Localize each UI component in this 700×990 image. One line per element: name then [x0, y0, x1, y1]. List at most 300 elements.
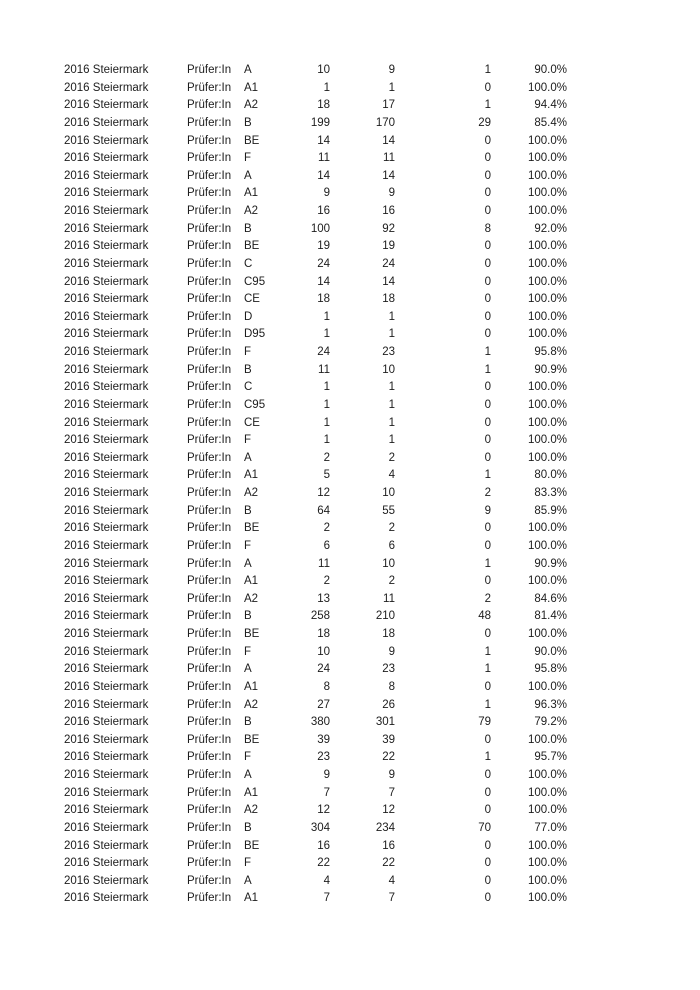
cell-passed-count: 17: [382, 99, 395, 112]
cell-examiner: Prüfer:In: [187, 575, 232, 588]
cell-examined-count: 7: [323, 786, 330, 799]
cell-examiner: Prüfer:In: [187, 222, 232, 235]
cell-pass-rate: 100.0%: [527, 451, 567, 464]
cell-category: B: [244, 716, 252, 729]
cell-examiner: Prüfer:In: [187, 187, 232, 200]
cell-category: A1: [244, 680, 259, 693]
cell-passed-count: 2: [388, 451, 395, 464]
cell-failed-count: 70: [478, 821, 491, 834]
cell-category: F: [244, 152, 252, 165]
cell-category: BE: [244, 839, 260, 852]
cell-examined-count: 1: [323, 398, 330, 411]
cell-failed-count: 0: [484, 839, 491, 852]
cell-year-region: 2016 Steiermark: [64, 346, 149, 358]
cell-examined-count: 14: [317, 275, 330, 288]
table-row: [64, 591, 567, 609]
cell-year-region: 2016 Steiermark: [64, 628, 149, 640]
cell-examined-count: 10: [317, 64, 330, 76]
table-row: [64, 485, 567, 503]
cell-failed-count: 0: [484, 152, 491, 165]
cell-failed-count: 0: [484, 134, 491, 147]
cell-examiner: Prüfer:In: [187, 592, 232, 605]
cell-category: C95: [244, 398, 266, 411]
cell-failed-count: 0: [484, 257, 491, 270]
cell-pass-rate: 100.0%: [527, 169, 567, 182]
table-row: [64, 221, 567, 239]
cell-examined-count: 24: [317, 257, 330, 270]
cell-passed-count: 22: [382, 857, 395, 870]
cell-examined-count: 18: [317, 293, 330, 306]
cell-examined-count: 11: [318, 557, 330, 570]
cell-examiner: Prüfer:In: [187, 504, 232, 517]
cell-pass-rate: 85.9%: [534, 504, 567, 517]
cell-failed-count: 0: [484, 539, 491, 552]
cell-failed-count: 0: [484, 205, 491, 217]
table-row: [64, 379, 567, 397]
cell-examined-count: 24: [317, 346, 330, 358]
cell-failed-count: 1: [484, 557, 491, 570]
table-row: [64, 415, 567, 433]
cell-year-region: 2016 Steiermark: [64, 645, 149, 658]
cell-passed-count: 22: [382, 751, 395, 764]
cell-year-region: 2016 Steiermark: [64, 257, 149, 270]
cell-examined-count: 11: [318, 363, 330, 376]
cell-category: A: [244, 663, 252, 676]
table-row: [64, 608, 567, 626]
cell-pass-rate: 100.0%: [527, 804, 567, 817]
cell-failed-count: 1: [484, 751, 491, 764]
cell-pass-rate: 84.6%: [534, 592, 567, 605]
cell-pass-rate: 95.8%: [534, 346, 567, 358]
cell-category: A1: [244, 187, 259, 200]
cell-passed-count: 16: [382, 205, 395, 217]
cell-year-region: 2016 Steiermark: [64, 169, 149, 182]
cell-year-region: 2016 Steiermark: [64, 769, 149, 781]
cell-passed-count: 210: [375, 610, 395, 623]
cell-examiner: Prüfer:In: [187, 786, 232, 799]
table-row: [64, 838, 567, 856]
cell-category: F: [244, 857, 252, 870]
cell-examiner: Prüfer:In: [187, 522, 232, 535]
cell-passed-count: 92: [382, 222, 395, 235]
cell-year-region: 2016 Steiermark: [64, 205, 149, 217]
cell-pass-rate: 100.0%: [527, 786, 567, 799]
cell-category: A2: [244, 487, 259, 499]
cell-category: BE: [244, 134, 260, 147]
cell-examined-count: 13: [317, 592, 330, 605]
cell-category: BE: [244, 240, 260, 253]
cell-failed-count: 0: [484, 892, 491, 905]
cell-pass-rate: 100.0%: [527, 205, 567, 217]
cell-failed-count: 0: [484, 310, 491, 323]
cell-year-region: 2016 Steiermark: [64, 398, 149, 411]
cell-category: A1: [244, 469, 259, 482]
cell-category: A: [244, 557, 252, 570]
cell-failed-count: 1: [484, 99, 491, 112]
cell-category: A1: [244, 81, 259, 94]
cell-year-region: 2016 Steiermark: [64, 575, 149, 588]
cell-year-region: 2016 Steiermark: [64, 716, 149, 729]
cell-year-region: 2016 Steiermark: [64, 222, 149, 235]
cell-category: B: [244, 222, 252, 235]
cell-pass-rate: 100.0%: [527, 416, 567, 429]
cell-year-region: 2016 Steiermark: [64, 99, 149, 112]
cell-year-region: 2016 Steiermark: [64, 751, 149, 764]
cell-year-region: 2016 Steiermark: [64, 821, 149, 834]
cell-pass-rate: 100.0%: [527, 539, 567, 552]
cell-year-region: 2016 Steiermark: [64, 663, 149, 676]
table-row: [64, 749, 567, 767]
cell-year-region: 2016 Steiermark: [64, 363, 149, 376]
cell-failed-count: 1: [484, 663, 491, 676]
cell-failed-count: 0: [484, 81, 491, 94]
cell-pass-rate: 80.0%: [534, 469, 567, 482]
cell-examined-count: 18: [317, 628, 330, 640]
cell-passed-count: 1: [388, 434, 395, 447]
cell-examiner: Prüfer:In: [187, 469, 232, 482]
cell-year-region: 2016 Steiermark: [64, 451, 149, 464]
cell-passed-count: 7: [388, 786, 395, 799]
cell-examined-count: 1: [323, 81, 330, 94]
cell-failed-count: 1: [484, 346, 491, 358]
cell-passed-count: 2: [388, 522, 395, 535]
cell-category: A2: [244, 698, 259, 711]
cell-examiner: Prüfer:In: [187, 487, 232, 499]
cell-pass-rate: 90.9%: [534, 363, 567, 376]
cell-pass-rate: 100.0%: [527, 328, 567, 341]
cell-failed-count: 0: [484, 786, 491, 799]
cell-year-region: 2016 Steiermark: [64, 469, 149, 482]
cell-examiner: Prüfer:In: [187, 363, 232, 376]
cell-examiner: Prüfer:In: [187, 698, 232, 711]
cell-passed-count: 16: [382, 839, 395, 852]
cell-pass-rate: 79.2%: [534, 716, 567, 729]
exam-results-table: [64, 62, 567, 908]
table-row: [64, 256, 567, 274]
cell-category: C: [244, 257, 253, 270]
cell-failed-count: 1: [484, 363, 491, 376]
cell-examined-count: 100: [310, 222, 330, 235]
table-row: [64, 697, 567, 715]
cell-failed-count: 1: [484, 64, 491, 76]
cell-category: A: [244, 169, 252, 182]
cell-pass-rate: 100.0%: [527, 839, 567, 852]
cell-category: B: [244, 116, 252, 129]
cell-passed-count: 9: [388, 187, 395, 200]
cell-failed-count: 0: [484, 398, 491, 411]
cell-failed-count: 0: [484, 187, 491, 200]
table-row: [64, 274, 567, 292]
cell-examiner: Prüfer:In: [187, 275, 232, 288]
cell-failed-count: 0: [484, 522, 491, 535]
cell-failed-count: 0: [484, 434, 491, 447]
cell-pass-rate: 100.0%: [527, 769, 567, 781]
cell-category: BE: [244, 628, 260, 640]
cell-year-region: 2016 Steiermark: [64, 698, 149, 711]
cell-pass-rate: 92.0%: [534, 222, 567, 235]
table-row: [64, 115, 567, 133]
cell-category: F: [244, 539, 252, 552]
cell-pass-rate: 100.0%: [527, 293, 567, 306]
cell-category: A2: [244, 804, 259, 817]
cell-category: BE: [244, 733, 260, 746]
cell-passed-count: 170: [375, 116, 395, 129]
cell-year-region: 2016 Steiermark: [64, 804, 149, 817]
cell-examiner: Prüfer:In: [187, 257, 232, 270]
cell-passed-count: 2: [388, 575, 395, 588]
cell-pass-rate: 81.4%: [534, 610, 567, 623]
cell-failed-count: 1: [484, 645, 491, 658]
cell-examined-count: 304: [310, 821, 330, 834]
table-row: [64, 80, 567, 98]
cell-category: F: [244, 645, 252, 658]
cell-year-region: 2016 Steiermark: [64, 240, 149, 253]
cell-category: B: [244, 821, 252, 834]
cell-examiner: Prüfer:In: [187, 874, 232, 887]
cell-passed-count: 14: [382, 275, 395, 288]
table-row: [64, 538, 567, 556]
cell-pass-rate: 83.3%: [534, 487, 567, 499]
cell-examined-count: 10: [317, 645, 330, 658]
cell-passed-count: 23: [382, 346, 395, 358]
cell-failed-count: 0: [484, 769, 491, 781]
table-row: [64, 467, 567, 485]
table-row: [64, 626, 567, 644]
cell-year-region: 2016 Steiermark: [64, 116, 149, 129]
cell-failed-count: 0: [484, 328, 491, 341]
cell-examiner: Prüfer:In: [187, 398, 232, 411]
cell-year-region: 2016 Steiermark: [64, 310, 149, 323]
table-row: [64, 661, 567, 679]
cell-pass-rate: 100.0%: [527, 522, 567, 535]
cell-category: A2: [244, 205, 259, 217]
cell-category: A: [244, 769, 252, 781]
table-row: [64, 309, 567, 327]
cell-examiner: Prüfer:In: [187, 328, 232, 341]
cell-examined-count: 258: [310, 610, 330, 623]
cell-failed-count: 48: [478, 610, 491, 623]
cell-passed-count: 4: [388, 469, 395, 482]
cell-category: CE: [244, 416, 260, 429]
cell-failed-count: 2: [484, 592, 491, 605]
table-row: [64, 873, 567, 891]
cell-pass-rate: 90.9%: [534, 557, 567, 570]
cell-examined-count: 12: [317, 804, 330, 817]
cell-year-region: 2016 Steiermark: [64, 610, 149, 623]
cell-examined-count: 11: [318, 152, 330, 165]
table-row: [64, 855, 567, 873]
cell-year-region: 2016 Steiermark: [64, 293, 149, 306]
cell-pass-rate: 100.0%: [527, 874, 567, 887]
cell-passed-count: 9: [388, 645, 395, 658]
cell-failed-count: 29: [478, 116, 491, 129]
cell-year-region: 2016 Steiermark: [64, 152, 149, 165]
cell-pass-rate: 100.0%: [527, 134, 567, 147]
cell-examiner: Prüfer:In: [187, 116, 232, 129]
table-row: [64, 556, 567, 574]
cell-examined-count: 16: [317, 839, 330, 852]
cell-pass-rate: 100.0%: [527, 187, 567, 200]
cell-failed-count: 0: [484, 874, 491, 887]
cell-category: A1: [244, 786, 259, 799]
cell-examiner: Prüfer:In: [187, 892, 232, 905]
cell-examined-count: 4: [323, 874, 330, 887]
cell-passed-count: 26: [382, 698, 395, 711]
cell-failed-count: 0: [484, 680, 491, 693]
cell-examined-count: 14: [317, 134, 330, 147]
cell-pass-rate: 85.4%: [534, 116, 567, 129]
cell-examiner: Prüfer:In: [187, 751, 232, 764]
table-row: [64, 344, 567, 362]
cell-passed-count: 1: [388, 310, 395, 323]
table-row: [64, 62, 567, 80]
cell-passed-count: 7: [388, 892, 395, 905]
cell-category: F: [244, 751, 252, 764]
cell-passed-count: 6: [388, 539, 395, 552]
cell-examiner: Prüfer:In: [187, 451, 232, 464]
cell-failed-count: 79: [478, 716, 491, 729]
cell-examiner: Prüfer:In: [187, 821, 232, 834]
table-row: [64, 168, 567, 186]
cell-examiner: Prüfer:In: [187, 804, 232, 817]
table-row: [64, 520, 567, 538]
cell-examined-count: 16: [317, 205, 330, 217]
cell-examined-count: 27: [317, 698, 330, 711]
cell-passed-count: 9: [388, 769, 395, 781]
cell-failed-count: 0: [484, 575, 491, 588]
cell-examiner: Prüfer:In: [187, 346, 232, 358]
cell-examiner: Prüfer:In: [187, 293, 232, 306]
table-row: [64, 291, 567, 309]
cell-pass-rate: 95.8%: [534, 663, 567, 676]
cell-failed-count: 0: [484, 804, 491, 817]
cell-passed-count: 24: [382, 257, 395, 270]
cell-pass-rate: 100.0%: [527, 257, 567, 270]
cell-examiner: Prüfer:In: [187, 716, 232, 729]
cell-examined-count: 2: [323, 451, 330, 464]
cell-category: F: [244, 434, 252, 447]
cell-category: B: [244, 363, 252, 376]
cell-passed-count: 23: [382, 663, 395, 676]
table-row: [64, 450, 567, 468]
cell-year-region: 2016 Steiermark: [64, 328, 149, 341]
cell-failed-count: 0: [484, 240, 491, 253]
cell-examined-count: 2: [323, 575, 330, 588]
cell-pass-rate: 100.0%: [527, 152, 567, 165]
cell-category: A1: [244, 892, 259, 905]
cell-pass-rate: 100.0%: [527, 680, 567, 693]
cell-category: D95: [244, 328, 266, 341]
table-row: [64, 503, 567, 521]
table-row: [64, 97, 567, 115]
table-row: [64, 732, 567, 750]
cell-category: A1: [244, 575, 259, 588]
cell-failed-count: 0: [484, 381, 491, 394]
cell-passed-count: 12: [382, 804, 395, 817]
cell-examined-count: 1: [323, 310, 330, 323]
cell-pass-rate: 77.0%: [534, 821, 567, 834]
cell-failed-count: 9: [484, 504, 491, 517]
cell-passed-count: 39: [382, 733, 395, 746]
table-row: [64, 432, 567, 450]
cell-examiner: Prüfer:In: [187, 152, 232, 165]
cell-failed-count: 1: [484, 469, 491, 482]
table-row: [64, 573, 567, 591]
cell-failed-count: 0: [484, 293, 491, 306]
cell-examined-count: 19: [317, 240, 330, 253]
cell-pass-rate: 100.0%: [527, 628, 567, 640]
table-row: [64, 185, 567, 203]
cell-failed-count: 0: [484, 416, 491, 429]
cell-examiner: Prüfer:In: [187, 839, 232, 852]
cell-passed-count: 1: [388, 398, 395, 411]
cell-examiner: Prüfer:In: [187, 434, 232, 447]
cell-examiner: Prüfer:In: [187, 539, 232, 552]
cell-examined-count: 6: [323, 539, 330, 552]
cell-failed-count: 1: [484, 698, 491, 711]
cell-passed-count: 18: [382, 628, 395, 640]
cell-examined-count: 5: [323, 469, 330, 482]
cell-examined-count: 2: [323, 522, 330, 535]
cell-failed-count: 0: [484, 733, 491, 746]
cell-year-region: 2016 Steiermark: [64, 786, 149, 799]
cell-category: A: [244, 874, 252, 887]
cell-failed-count: 0: [484, 857, 491, 870]
cell-year-region: 2016 Steiermark: [64, 134, 149, 147]
cell-examined-count: 22: [317, 857, 330, 870]
cell-pass-rate: 100.0%: [527, 398, 567, 411]
cell-category: F: [244, 346, 252, 358]
cell-examiner: Prüfer:In: [187, 240, 232, 253]
cell-failed-count: 2: [484, 487, 491, 499]
table-row: [64, 785, 567, 803]
cell-category: C95: [244, 275, 266, 288]
cell-failed-count: 8: [484, 222, 491, 235]
cell-examiner: Prüfer:In: [187, 99, 232, 112]
cell-examined-count: 1: [323, 328, 330, 341]
cell-category: A: [244, 64, 252, 76]
cell-category: D: [244, 310, 253, 323]
table-row: [64, 326, 567, 344]
cell-passed-count: 10: [382, 487, 395, 499]
cell-passed-count: 55: [382, 504, 395, 517]
cell-examiner: Prüfer:In: [187, 610, 232, 623]
table-row: [64, 644, 567, 662]
cell-examiner: Prüfer:In: [187, 680, 232, 693]
cell-examined-count: 24: [317, 663, 330, 676]
cell-passed-count: 1: [388, 328, 395, 341]
table-row: [64, 397, 567, 415]
cell-failed-count: 0: [484, 628, 491, 640]
cell-passed-count: 8: [388, 680, 395, 693]
cell-passed-count: 10: [382, 557, 395, 570]
cell-examiner: Prüfer:In: [187, 663, 232, 676]
table-row: [64, 820, 567, 838]
cell-examiner: Prüfer:In: [187, 205, 232, 217]
cell-pass-rate: 100.0%: [527, 857, 567, 870]
cell-examiner: Prüfer:In: [187, 628, 232, 640]
cell-year-region: 2016 Steiermark: [64, 81, 149, 94]
cell-examiner: Prüfer:In: [187, 310, 232, 323]
cell-year-region: 2016 Steiermark: [64, 539, 149, 552]
cell-category: A2: [244, 592, 259, 605]
cell-passed-count: 1: [388, 381, 395, 394]
cell-examined-count: 8: [323, 680, 330, 693]
cell-passed-count: 11: [383, 152, 395, 165]
cell-examined-count: 1: [323, 416, 330, 429]
cell-examined-count: 1: [323, 434, 330, 447]
cell-year-region: 2016 Steiermark: [64, 416, 149, 429]
